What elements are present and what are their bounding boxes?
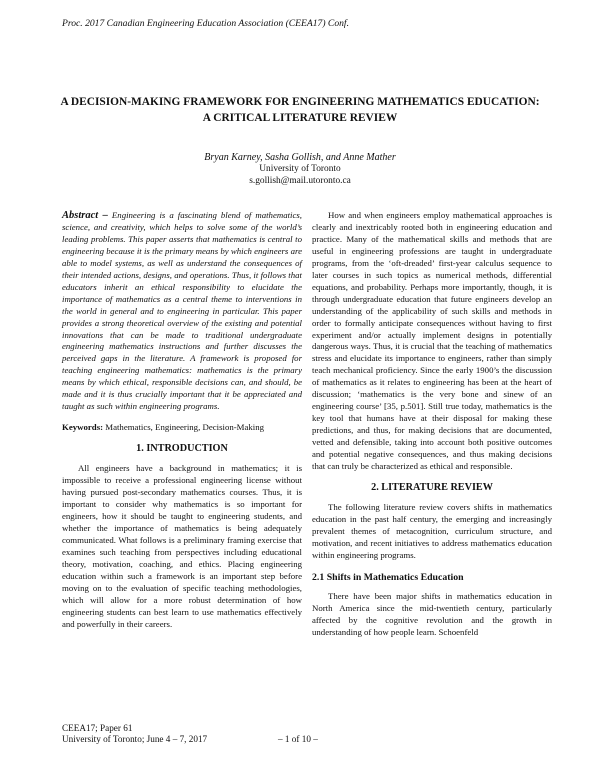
affiliation: University of Toronto	[259, 163, 341, 174]
running-head: Proc. 2017 Canadian Engineering Education Association (CEEA17) Conf.	[62, 18, 349, 29]
intro-paragraph-1: All engineers have a background in mathematics; it is impossible to receive a professional engineering license without having pursued post-secondary mathematics courses. Thus, it is important to consider why mathematics is so important for engineers, how it should be taught to engineering students, and whether the importance of mathematics is being adequately communicated. What follows is a preliminary framing exercise that examines such teaching from perspectives including educational theory, motivation, coaching, and ethics. Placing engineering education within such a framework is an important step before moving on to the evaluation of specific teaching methodologies, which will allow for a more robust determination of how engineering students can best learn to use mathematics effectively and powerfully in their careers.	[62, 463, 302, 629]
page-number: – 1 of 10 –	[278, 734, 318, 744]
intro-paragraph-2: How and when engineers employ mathematical approaches is clearly and inextricably rooted both in engineering education and practice. Many of the mathematical skills and methods that are useful in engineering professions are taught in undergraduate programs, from the ‘oft-dreaded’ first-year calculus sequence to later courses in such topics as numerical methods, differential equations, and probability. Perhaps more importantly, though, it is through undergraduate education that future engineers develop an understanding of the applicability of such skills and methods in order to formally anticipate consequences without having to first experiment and/or actually implement designs in potentially dangerous ways. Thus, it is crucial that the teaching of mathematics stress and elucidate its importance to engineers, rather than simply teach mechanical proficiency. Since the early 1900’s the discussion of mathematics as it relates to engineering has been at the heart of discussion; ‘mathematics is the very bone and sinew of an engineering course’ [35, p.501]. Still true today, mathematics is the key tool that humans have at their disposal for making these predictions, and thus, for making decisions that are documented, vetted and defensible, taking into account both positive outcomes and potential negative consequences, and thus making decisions that can truly be characterized as ethical and responsible.	[312, 210, 552, 472]
footer-venue: University of Toronto; June 4 – 7, 2017	[62, 734, 208, 744]
subsection-heading: 2.1 Shifts in Mathematics Education	[312, 571, 464, 583]
abstract	[62, 210, 302, 413]
title-line-2: A CRITICAL LITERATURE REVIEW	[202, 111, 398, 124]
keywords-text: Mathematics, Engineering, Decision-Making	[103, 422, 265, 433]
author-block	[40, 152, 560, 187]
footer	[62, 723, 207, 745]
abstract-text: Engineering is a fascinating blend of mathematics, science, and creativity, which helps to solve some of the world’s leading problems. This paper asserts that mathematics is central to engineering because it is the primary means by which engineers are able to model systems, as well as understand the consequences of their intended actions, designs, and operations. Thus, it follows that educators inherit an ethical responsibility to elucidate the importance of mathematics as a central theme to interventions in the world in general and to engineering in particular. This paper provides a strong theoretical overview of the existing and potential innovations that can be made to traditional undergraduate engineering mathematics instructions and further discusses the perceived gaps in the literature. A framework is proposed for teaching engineering mathematics: mathematics is the primary means by which ethical, responsible decisions can, and should, be made and it is thus crucially important that it be appreciated and taught as such within engineering programs.	[62, 210, 303, 412]
email: s.gollish@mail.utoronto.ca	[249, 175, 351, 186]
literature-paragraph: The following literature review covers shifts in mathematics education in the past half century, the emerging and increasingly prevalent themes of metacognition, curriculum structure, and motivation, and recent initiatives to address mathematics education within engineering programs.	[312, 501, 552, 560]
left-column	[62, 210, 302, 630]
subsection-paragraph: There have been major shifts in mathematics education in North America since the mid-twentieth century, particularly affected by the cognitive revolution and the growth in understanding of how people learn. Schoenfeld	[312, 590, 552, 637]
author-names: Bryan Karney, Sasha Gollish, and Anne Mather	[204, 152, 396, 163]
footer-paper-id: CEEA17; Paper 61	[62, 723, 133, 733]
keywords-label: Keywords:	[62, 422, 104, 433]
section-heading-introduction: 1. INTRODUCTION	[136, 443, 228, 455]
keywords	[62, 422, 302, 434]
section-heading-literature-review: 2. LITERATURE REVIEW	[371, 481, 493, 493]
abstract-label: Abstract –	[62, 210, 108, 221]
paper-title	[40, 95, 560, 126]
title-line-1: A DECISION-MAKING FRAMEWORK FOR ENGINEERING MATHEMATICS EDUCATION:	[60, 96, 540, 108]
right-column	[312, 210, 552, 638]
